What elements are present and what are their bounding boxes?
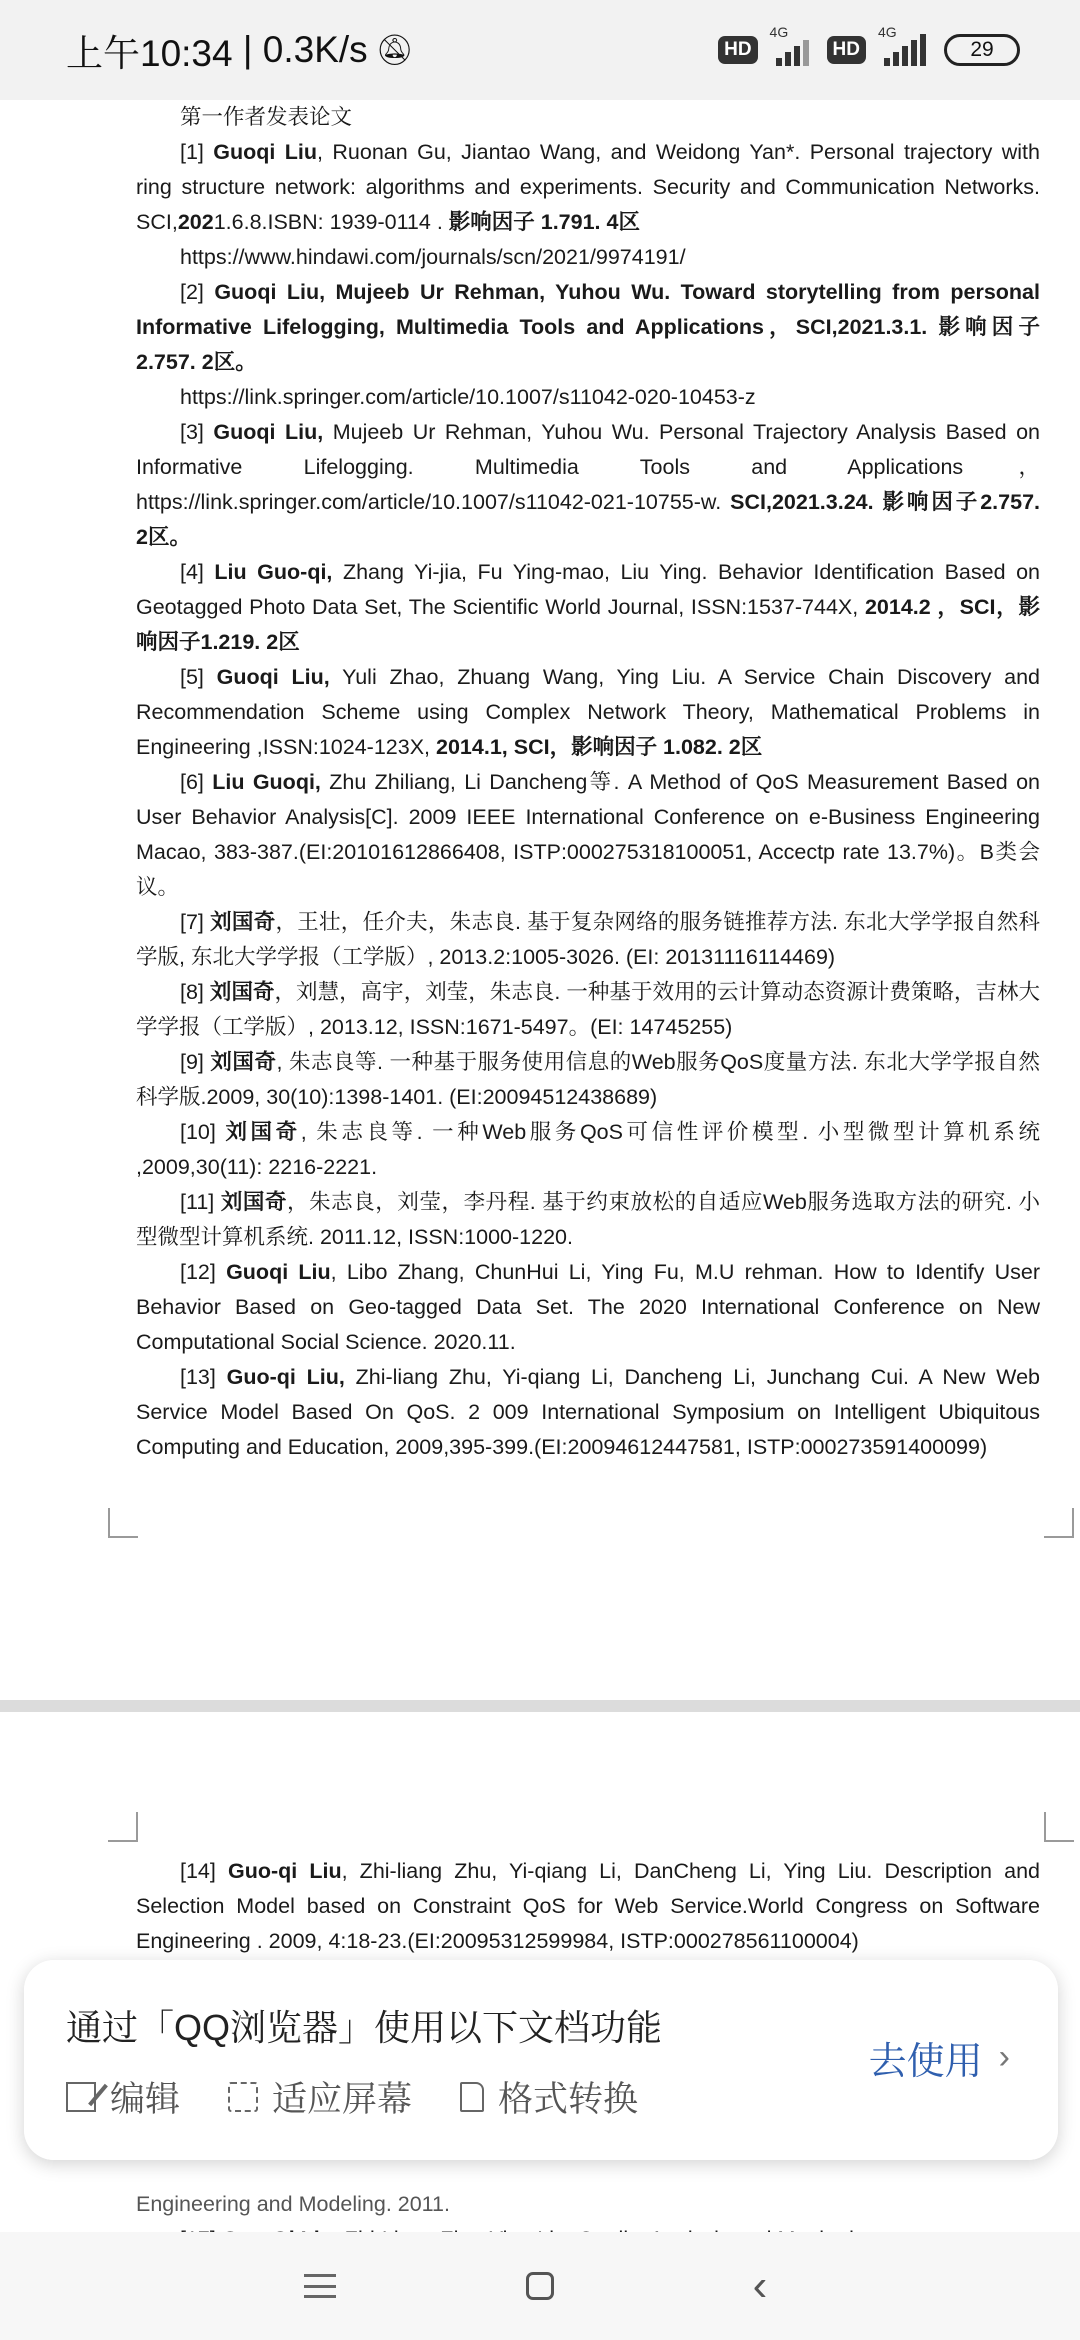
reference-entry	[136, 1360, 1040, 1465]
reference-text: ，王壮，任介夫，朱志良. 基于复杂网络的服务链推荐方法. 东北大学学报自然科学版, 东北大学学报（工学版）, 2013.2:1005-3026. (EI: 20131116114469)	[136, 910, 1040, 969]
reference-number: [13]	[180, 1365, 227, 1389]
status-bar	[0, 0, 1080, 100]
reference-author: Guoqi Liu	[226, 1260, 331, 1284]
reference-text: , Libo Zhang, ChunHui Li, Ying Fu, M.U rehman. How to Identify User Behavior Based on Geo-tagged Data Set. The 2020 International Conference on New Computational Social Science. 2020.11.	[136, 1260, 1040, 1354]
reference-number: [1]	[180, 140, 214, 164]
back-icon: ‹	[752, 2261, 768, 2310]
reference-entry	[136, 1045, 1040, 1115]
reference-entry	[136, 1185, 1040, 1255]
use-now-button[interactable]: 去使用 ›	[868, 2038, 1010, 2083]
net-tag-1: 4G	[769, 24, 789, 40]
menu-icon	[304, 2274, 336, 2298]
format-convert-action[interactable]: 格式转换	[460, 2072, 638, 2122]
network-speed: 0.3K/s	[262, 29, 368, 70]
reference-text: , 朱志良等. 一种Web服务QoS可信性评价模型. 小型微型计算机系统 ,2009,30(11): 2216-2221.	[136, 1120, 1040, 1179]
reference-number: [12]	[180, 1260, 227, 1284]
reference-text: , Ruonan Gu, Jiantao Wang, and Weidong Yan*. Personal trajectory with ring structure network: algorithms and experiments. Security and Communication Networks. SCI,	[136, 140, 1040, 234]
reference-text: Yuli Zhao, Zhuang Wang, Ying Liu. A Service Chain Discovery and Recommendation Scheme using Complex Network Theory, Mathematical Problems in Engineering ,ISSN:1024-123X,	[136, 665, 1040, 759]
reference-author: 刘国奇	[225, 1120, 301, 1144]
reference-author: Guo-qi Liu,	[226, 1365, 345, 1389]
reference-number: [10]	[180, 1120, 226, 1144]
reference-text: 1.6.8.ISBN: 1939-0114 .	[213, 210, 449, 234]
reference-entry	[136, 275, 1040, 380]
banner-title: 通过「QQ浏览器」使用以下文档功能	[66, 2007, 663, 2048]
page-corner-mark	[108, 1508, 138, 1538]
net-tag-2: 4G	[878, 24, 897, 40]
reference-text: , Zhi-liang Zhu, Yi-qiang Li, DanCheng Li, Ying Liu. Description and Selection Model based on Constraint QoS for Web Service.World Congress on Software Engineering . 2009, 4:18-23.(EI:20095312599984, ISTP:000278561100004)	[136, 1859, 1040, 1953]
reference-number: [9]	[180, 1050, 211, 1074]
reference-text: Mujeeb Ur Rehman, Yuhou Wu. Personal Trajectory Analysis Based on Informative Lifelogging. Multimedia Tools and Applications，https://link.springer.com/article/10.1007/s11042-021-10755-w.	[136, 420, 1040, 514]
reference-entry	[136, 1115, 1040, 1185]
reference-number: [5]	[180, 665, 217, 689]
battery-icon: 29	[944, 34, 1020, 66]
status-right	[718, 24, 1020, 66]
signal-icon-2	[878, 24, 926, 66]
reference-text: ，刘慧，高宇，刘莹，朱志良. 一种基于效用的云计算动态资源计费策略，吉林大学学报（工学版）, 2013.12, ISSN:1671-5497。(EI: 14745255)	[136, 980, 1040, 1039]
edit-icon	[66, 2082, 96, 2112]
system-nav-bar	[0, 2232, 1080, 2340]
reference-author: Guoqi Liu,	[213, 420, 324, 444]
reference-author: Liu Guoqi,	[212, 770, 321, 794]
reference-text: , 朱志良等. 一种基于服务使用信息的Web服务QoS度量方法. 东北大学学报自然科学版.2009, 30(10):1398-1401. (EI:20094512438689)	[136, 1050, 1040, 1109]
reference-author: 刘国奇	[210, 1050, 277, 1074]
reference-number: [14]	[180, 1859, 228, 1883]
reference-text: 2014.1, SCI，影响因子 1.082. 2区	[436, 735, 763, 759]
reference-entry	[136, 135, 1040, 240]
reference-entry	[136, 660, 1040, 765]
reference-author: Guoqi Liu, Mujeeb Ur Rehman, Yuhou Wu. Toward storytelling from personal Informative Lifelogging, Multimedia Tools and Applications，SCI,2021.3.1. 影响因子2.757. 2区。	[136, 280, 1040, 374]
reference-text: SCI,2021.3.24. 影响因子2.757. 2区。	[136, 490, 1040, 549]
home-button[interactable]	[430, 2272, 650, 2300]
page-corner-mark	[108, 1812, 138, 1842]
reference-entry	[136, 555, 1040, 660]
hd-badge-2: HD	[827, 36, 866, 64]
signal-icon-1	[769, 24, 809, 66]
reference-entry	[136, 975, 1040, 1045]
home-icon	[526, 2272, 554, 2300]
reference-text: 影响因子 1.791. 4区	[448, 210, 640, 234]
document-icon	[460, 2082, 484, 2112]
reference-number: [4]	[180, 560, 215, 584]
menu-button[interactable]	[210, 2274, 430, 2298]
reference-url: https://www.hindawi.com/journals/scn/2021/9974191/	[180, 245, 686, 269]
back-button[interactable]	[650, 2261, 870, 2310]
reference-number: [2]	[180, 280, 215, 304]
reference-author: 刘国奇	[210, 910, 276, 934]
section-heading: 第一作者发表论文	[180, 105, 353, 129]
hd-badge-1: HD	[718, 36, 757, 64]
reference-number: [6]	[180, 770, 213, 794]
chevron-right-icon: ›	[998, 2038, 1010, 2076]
reference-author: 刘国奇	[209, 980, 275, 1004]
reference-text: ，朱志良，刘莹，李丹程. 基于约束放松的自适应Web服务选取方法的研究. 小型微型计算机系统. 2011.12, ISSN:1000-1220.	[136, 1190, 1040, 1249]
reference-number: [11]	[180, 1190, 221, 1214]
page-corner-mark	[1044, 1812, 1074, 1842]
reference-entry	[136, 1854, 1040, 1959]
reference-text: 202	[177, 210, 214, 234]
reference-author: Guoqi Liu	[213, 140, 318, 164]
reference-text: Zhi-liang Zhu, Yi-qiang Li, Dancheng Li, Junchang Cui. A New Web Service Model Based On QoS. 2 009 International Symposium on Intelligent Ubiquitous Computing and Education, 2009,395-399.(EI:20094612447581, ISTP:000273591400099)	[136, 1365, 1040, 1459]
qq-browser-banner[interactable]	[24, 1960, 1058, 2160]
reference-text: 2014.2 ，SCI，影响因子1.219. 2区	[136, 595, 1040, 654]
page-1-content	[136, 100, 1040, 1465]
reference-number: [7]	[180, 910, 211, 934]
fit-screen-icon	[228, 2082, 258, 2112]
reference-entry	[136, 415, 1040, 555]
reference-entry	[136, 905, 1040, 975]
document-page-1[interactable]	[0, 100, 1080, 1665]
status-left: 上午10:34 | 0.3K/s 🔕︎	[66, 23, 414, 77]
page-separator	[0, 1700, 1080, 1712]
page-corner-mark	[1044, 1508, 1074, 1538]
mute-bell-icon: 🔕︎	[375, 33, 414, 67]
edit-action[interactable]: 编辑	[66, 2072, 180, 2122]
reference-author: 刘国奇	[220, 1190, 288, 1214]
reference-entry	[136, 765, 1040, 905]
banner-actions	[66, 2072, 638, 2122]
reference-partial: Engineering and Modeling. 2011.	[136, 2192, 450, 2216]
reference-text: Zhu Zhiliang, Li Dancheng等. A Method of QoS Measurement Based on User Behavior Analysis[C]. 2009 IEEE International Conference on e-Business Engineering Macao, 383-387.(EI:20101612866408, ISTP:000275318100051, Accectp rate 13.7%)。B类会议。	[136, 770, 1040, 899]
reference-text: Zhang Yi-jia, Fu Ying-mao, Liu Ying. Behavior Identification Based on Geotagged Photo Data Set, The Scientific World Journal, ISSN:1537-744X,	[136, 560, 1040, 619]
reference-author: Liu Guo-qi,	[214, 560, 333, 584]
reference-author: Guo-qi Liu	[227, 1859, 342, 1883]
reference-number: [8]	[180, 980, 210, 1004]
fit-screen-action[interactable]: 适应屏幕	[228, 2072, 412, 2122]
clock: 上午10:34	[66, 33, 233, 74]
reference-url: https://link.springer.com/article/10.1007/s11042-020-10453-z	[180, 385, 756, 409]
reference-author: Guoqi Liu,	[216, 665, 330, 689]
reference-number: [3]	[180, 420, 214, 444]
reference-entry	[136, 1255, 1040, 1360]
